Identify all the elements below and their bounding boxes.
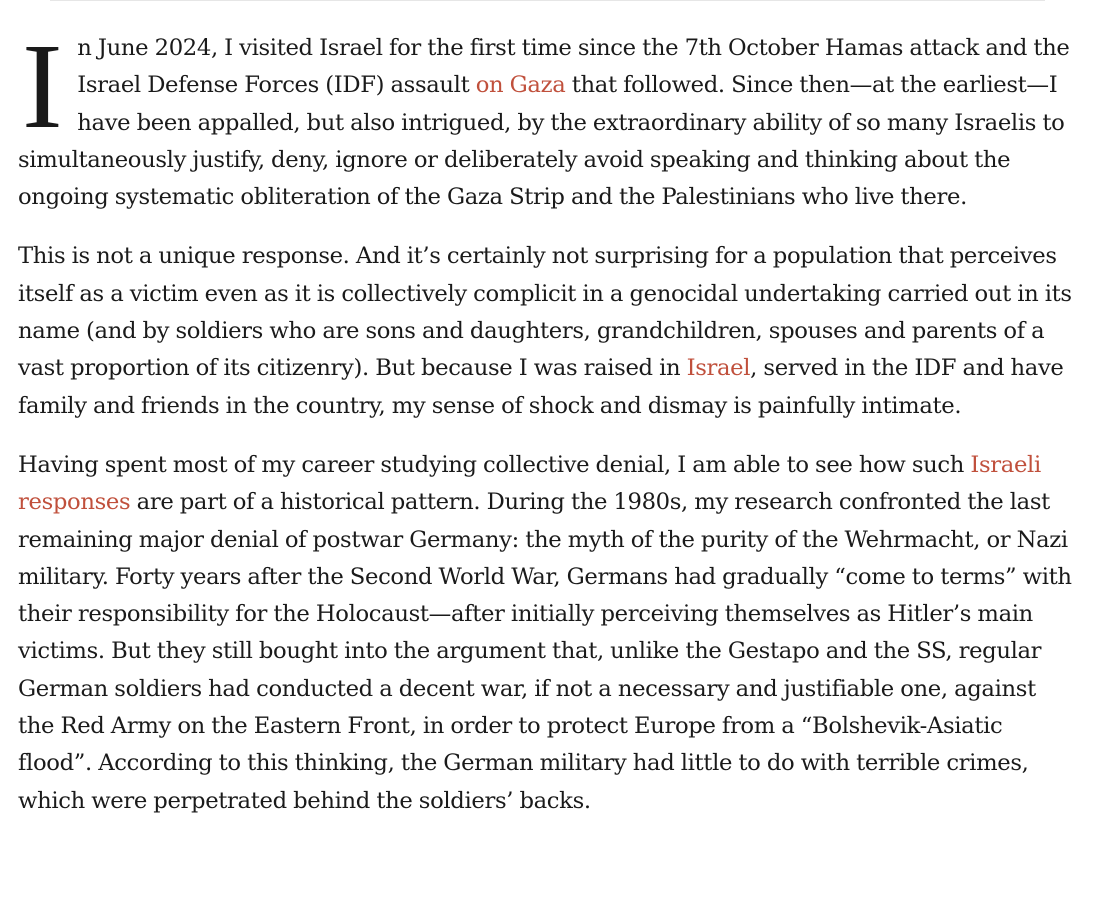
paragraph-2-text-b: , served in the IDF and have family and friends in the country, my sense of shock and dismay is painfully intimate. [18,355,1064,419]
paragraph-1-text-b: that followed. Since then—at the earliest—I have been appalled, but also intrigued, by the extraordinary ability of so many Israelis to simultaneously justify, deny, ignore or deliberately avoid speaking and thinking about the ongoing systematic obliteration of the Gaza Strip and the Palestinians who live there. [18,72,1065,211]
link-israel[interactable]: Israel [686,355,751,382]
paragraph-2 [18,238,1078,424]
link-israeli-responses[interactable]: Israeli responses [18,451,1041,516]
paragraph-3-text-b: are part of a historical pattern. During the 1980s, my research confronted the last remaining major denial of postwar Germany: the myth of the purity of the Wehrmacht, or Nazi military. Forty years after the Second World War, Germans had gradually “come to terms” with their responsibility for the Holocaust—after initially perceiving themselves as Hitler’s main victims. But they still bought into the argument that, unlike the Gestapo and the SS, regular German soldiers had conducted a decent war, if not a necessary and justifiable one, against the Red Army on the Eastern Front, in order to protect Europe from a “Bolshevik-Asiatic flood”. According to this thinking, the German military had little to do with terrible crimes, which were perpetrated behind the soldiers’ backs. [18,489,1072,814]
link-on-gaza[interactable]: on Gaza [475,72,566,99]
paragraph-1 [18,19,1078,216]
drop-cap: I [22,19,63,154]
article-body [18,19,1078,842]
paragraph-3-text-a: Having spent most of my career studying collective denial, I am able to see how such [18,451,971,478]
paragraph-3 [18,447,1078,820]
top-divider [50,0,1045,1]
paragraph-2-text-a: This is not a unique response. And it’s certainly not surprising for a population that perceives itself as a victim even as it is collectively complicit in a genocidal undertaking carried out in its name (and by soldiers who are sons and daughters, grandchildren, spouses and parents of a vast proportion of its citizenry). But because I was raised in [18,243,1072,382]
paragraph-1-text-a: n June 2024, I visited Israel for the first time since the 7th October Hamas attack and the Israel Defense Forces (IDF) assault [77,35,1070,99]
